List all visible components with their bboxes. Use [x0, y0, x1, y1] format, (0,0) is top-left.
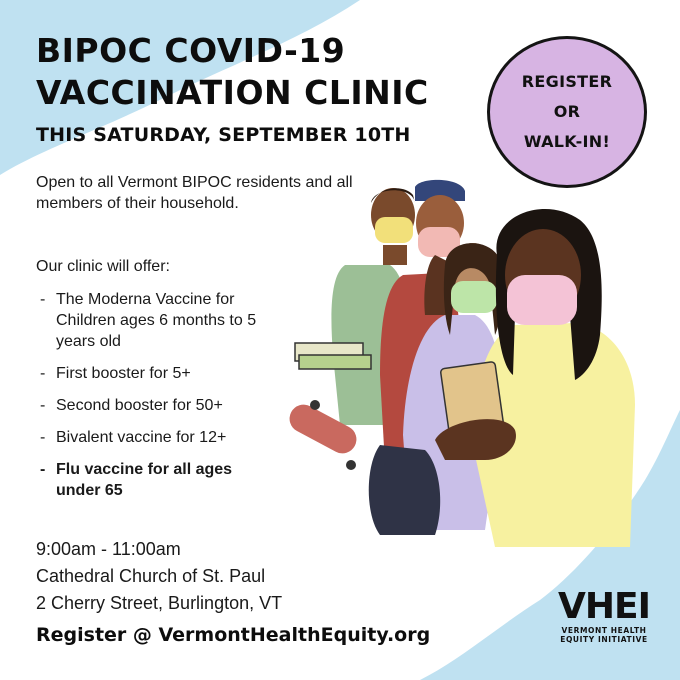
list-item-text: Second booster for 50+ — [56, 397, 223, 414]
event-date: THIS SATURDAY, SEPTEMBER 10TH — [36, 124, 411, 146]
list-item — [40, 289, 275, 352]
offer-heading: Our clinic will offer: — [36, 258, 170, 275]
list-dash: - — [40, 291, 46, 308]
event-address: 2 Cherry Street, Burlington, VT — [36, 593, 283, 613]
list-dash: - — [40, 461, 46, 478]
list-item — [40, 459, 275, 501]
register-badge — [487, 36, 647, 188]
list-item-text: The Moderna Vaccine for Children ages 6 months to 5 years old — [56, 291, 257, 350]
list-item — [40, 363, 275, 384]
list-dash: - — [40, 429, 46, 446]
intro-text: Open to all Vermont BIPOC residents and all members of their household. — [36, 174, 353, 212]
list-item-text: Bivalent vaccine for 12+ — [56, 429, 227, 446]
badge-line-3: WALK-IN! — [523, 132, 611, 151]
logo-line-2: EQUITY INITIATIVE — [560, 635, 648, 644]
list-dash: - — [40, 365, 46, 382]
list-item — [40, 395, 275, 416]
offer-list — [40, 289, 275, 512]
title-line-1: BIPOC COVID-19 — [36, 31, 346, 70]
list-item-text: Flu vaccine for all ages under 65 — [56, 461, 233, 499]
event-venue: Cathedral Church of St. Paul — [36, 566, 266, 586]
people-illustration — [285, 175, 640, 550]
badge-line-1: REGISTER — [521, 72, 613, 91]
event-details — [36, 536, 282, 617]
page-title — [36, 30, 429, 114]
vhei-logo — [554, 588, 654, 644]
register-link[interactable]: Register @ VermontHealthEquity.org — [36, 624, 431, 646]
list-item — [40, 427, 275, 448]
list-item-text: First booster for 5+ — [56, 365, 191, 382]
logo-line-1: VERMONT HEALTH — [561, 626, 647, 635]
badge-line-2: OR — [553, 102, 581, 121]
logo-mark: VHEI — [558, 586, 650, 627]
books — [295, 343, 371, 369]
event-time: 9:00am - 11:00am — [36, 539, 181, 559]
title-line-2: VACCINATION CLINIC — [36, 73, 429, 112]
list-dash: - — [40, 397, 46, 414]
